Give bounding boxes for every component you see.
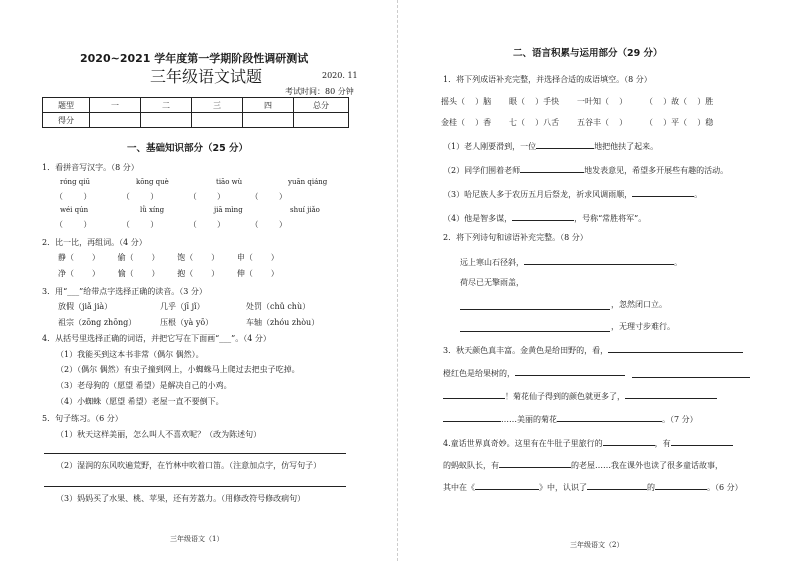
compare-item: 饱（ (177, 253, 194, 262)
q4-text: 。（6 分） (707, 483, 743, 492)
compare-item: ） (91, 269, 100, 278)
idiom-part: 一叶知（ (576, 97, 609, 106)
compare-row[interactable] (58, 268, 279, 279)
score-header-cell: 四 (243, 98, 294, 113)
blank[interactable] (671, 436, 733, 446)
compare-item: ） (211, 253, 220, 262)
q3-line[interactable] (443, 389, 717, 402)
answer-line[interactable] (44, 486, 346, 487)
idiom-part: ）胜 (697, 97, 714, 106)
blank[interactable] (625, 389, 717, 399)
answer-line[interactable] (632, 377, 750, 378)
fill-item[interactable] (443, 163, 728, 176)
idiom-row[interactable] (441, 96, 713, 107)
q4-line[interactable] (443, 480, 743, 493)
compare-item: ） (151, 269, 160, 278)
q4-line[interactable] (443, 458, 723, 471)
score-blank-cell[interactable] (141, 113, 192, 128)
score-header-cell: 一 (90, 98, 141, 113)
idiom-part: ）脑 (475, 97, 492, 106)
score-header-cell: 总分 (294, 98, 349, 113)
compare-item: ） (270, 269, 279, 278)
compare-item: 偷（ (117, 253, 134, 262)
score-header-cell: 二 (141, 98, 192, 113)
question-2: 2．比一比，再组词。（4 分） (42, 238, 147, 247)
question-1: 1．看拼音写汉字。（8 分） (42, 163, 139, 172)
compare-item: 静（ (58, 253, 74, 262)
compare-item: ） (270, 253, 279, 262)
poem-text: 。 (674, 258, 682, 267)
exam-date: 2020. 11 (322, 71, 358, 80)
idiom-part: 五谷丰（ (576, 118, 609, 127)
idiom-part: ）香 (475, 118, 492, 127)
idiom-part: 七（ (508, 118, 525, 127)
blank[interactable] (524, 255, 674, 265)
q3-text: ……美丽的菊花 (501, 415, 557, 424)
right-page (397, 0, 794, 561)
q3-line[interactable] (443, 366, 625, 379)
word-choice-item[interactable]: （3）老母狗的（愿望 希望）是解决自己的小鸡。 (56, 381, 232, 390)
pinyin: lǜ xíng (140, 206, 165, 214)
blank[interactable] (632, 187, 694, 197)
pronunciation-item[interactable]: 放假（jiǎ jià） (58, 302, 113, 311)
question-3[interactable] (443, 343, 743, 356)
score-blank-cell[interactable] (294, 113, 349, 128)
idiom-part: ）故（ (663, 97, 688, 106)
fill-item[interactable] (443, 211, 646, 224)
q4-text: ，有 (654, 439, 671, 448)
fill-text: 。 (694, 190, 703, 199)
q4-text: 4.童话世界真奇妙。这里有在牛肚子里旅行的 (443, 439, 603, 448)
fill-text: （2）同学们围着老师 (443, 166, 521, 175)
exam-time: 考试时间：80 分钟 (285, 87, 354, 96)
question-1: 1．将下列成语补充完整，并选择合适的成语填空。（8 分） (443, 75, 652, 84)
fill-item[interactable] (443, 187, 702, 200)
q3-text: 橙红色是给果树的， (443, 369, 515, 378)
idiom-part: ）八舌 (535, 118, 560, 127)
poem-line: ，无理寸步难行。 (611, 322, 675, 331)
blank[interactable] (536, 139, 594, 149)
fill-text: ，号称“常胜将军”。 (574, 214, 647, 223)
score-row-label: 得分 (43, 113, 90, 128)
blank[interactable] (520, 163, 584, 173)
idiom-part: 摇头（ (441, 97, 465, 106)
idiom-part: 眼（ (508, 97, 525, 106)
question-4: 4．从括号里选择正确的词语，并把它写在下面画“___”。（4 分） (42, 334, 271, 343)
compare-item: ） (91, 253, 100, 262)
fill-text: （4）他是智多谋， (443, 214, 513, 223)
compare-item: ） (151, 253, 160, 262)
pinyin: jiā mìng (214, 206, 243, 214)
pinyin: róng qiū (60, 178, 91, 186)
idiom-part: ）手快 (535, 97, 560, 106)
blank[interactable] (557, 412, 662, 422)
q4-text: 的蚂蚁队长，有 (443, 461, 499, 470)
fill-text: 地发表意见，希望多开展些有趣的活动。 (584, 166, 729, 175)
compare-row[interactable] (58, 252, 279, 263)
pinyin: kōng què (136, 178, 169, 186)
blank[interactable] (608, 343, 743, 353)
q4-text: 的老屋……我在课外也读了很多童话故事， (571, 461, 723, 470)
sentence-item: （1）秋天这样美丽，怎么叫人不喜欢呢？（改为陈述句） (56, 430, 262, 439)
compare-item: 伸（ (236, 269, 253, 278)
idiom-part: ） (619, 118, 628, 127)
fill-item[interactable] (443, 139, 658, 152)
score-blank-cell[interactable] (243, 113, 294, 128)
score-blank-cell[interactable] (192, 113, 243, 128)
answer-paren-row[interactable]: （ ） （ ） （ ） （ ） (55, 220, 287, 229)
q3-line[interactable] (443, 412, 698, 425)
exam-subtitle: 三年级语文试题 (150, 67, 263, 86)
compare-item: 愉（ (117, 269, 134, 278)
q4-text: 》中，认识了 (539, 483, 587, 492)
fill-text: 地把他扶了起来。 (594, 142, 659, 151)
word-choice-item[interactable]: （4）小蜘蛛（愿望 希望）老屋一直不要倒下。 (56, 397, 224, 406)
q4-text: 其中在《 (443, 483, 475, 492)
question-2: 2．将下列诗句和谚语补充完整。（8 分） (443, 233, 588, 242)
answer-line[interactable] (460, 331, 610, 332)
poem-line[interactable] (460, 255, 682, 268)
pronunciation-item[interactable]: 祖宗（zōng zhōng） (58, 318, 137, 327)
blank[interactable] (443, 389, 505, 399)
compare-item: 申（ (236, 253, 253, 262)
idiom-part: （ (644, 97, 653, 106)
compare-item: 净（ (58, 269, 74, 278)
idiom-part: 金桂（ (441, 118, 465, 127)
question-4[interactable] (443, 436, 733, 449)
score-table (42, 97, 349, 128)
fill-text: （1）老人刚要滑到，一位 (443, 142, 537, 151)
section-1-heading: 一、基础知识部分（25 分） (127, 143, 249, 154)
exam-title: 2020~2021 学年度第一学期阶段性调研测试 (80, 52, 309, 65)
pinyin: yuān qiáng (288, 178, 328, 186)
answer-line[interactable] (44, 453, 346, 454)
poem-line: 荷尽已无擎雨盖， (460, 278, 524, 287)
pinyin: shuí jiǎo (290, 206, 320, 214)
question-5: 5．句子练习。（6 分） (42, 414, 123, 423)
pronunciation-item[interactable]: 处罚（chǔ chù） (246, 302, 311, 311)
word-choice-item[interactable]: （1）我能买到这本书非常（偶尔 偶然）。 (56, 350, 204, 359)
q3-text: ！菊花仙子得到的颜色就更多了， (505, 392, 625, 401)
page-footer: 三年级语文（1） (170, 535, 224, 543)
sentence-item: （3）妈妈买了水果、桃、苹果，还有芳荔力。（用修改符号修改病句） (56, 494, 306, 503)
compare-item: ） (211, 269, 220, 278)
blank[interactable] (443, 412, 501, 422)
idiom-part: ）稳 (697, 118, 714, 127)
blank[interactable] (603, 436, 655, 446)
pronunciation-item[interactable]: 车轴（zhóu zhòu） (246, 318, 320, 327)
pronunciation-item[interactable]: 几乎（jī jǐ） (160, 302, 205, 311)
idiom-part: （ (644, 118, 653, 127)
sentence-item: （2）湿润的东风吹遍荒野，在竹林中吹着口笛。（注意加点字，仿写句子） (56, 461, 322, 470)
compare-item: 抱（ (177, 269, 194, 278)
page-footer: 三年级语文（2） (570, 541, 624, 549)
idiom-part: ） (619, 97, 628, 106)
pronunciation-item[interactable]: 压根（yà yō） (160, 318, 214, 327)
word-choice-item[interactable]: （2）（偶尔 偶然）有虫子撞到网上，小蜘蛛马上爬过去把虫子吃掉。 (56, 365, 300, 374)
score-blank-cell[interactable] (90, 113, 141, 128)
pinyin: wéi qún (60, 206, 89, 214)
blank[interactable] (587, 480, 647, 490)
answer-paren-row[interactable]: （ ） （ ） （ ） （ ） (55, 192, 287, 201)
answer-line[interactable] (460, 309, 610, 310)
idiom-part: ）平（ (663, 118, 688, 127)
poem-line: ，忽然闭口立。 (611, 300, 667, 309)
q3-text: 3．秋天颜色真丰富。金黄色是给田野的，看， (443, 346, 609, 355)
blank[interactable] (655, 480, 707, 490)
pinyin: tiāo wù (216, 178, 243, 186)
q3-text: 。（7 分） (662, 415, 698, 424)
section-2-heading: 二、语言积累与运用部分（29 分） (513, 48, 663, 59)
fill-text: （3）哈尼族人多于农历五月后祭龙，祈求风调雨顺， (443, 190, 633, 199)
score-header-cell: 三 (192, 98, 243, 113)
score-header-cell: 题型 (43, 98, 90, 113)
poem-text: 远上寒山石径斜， (460, 258, 524, 267)
blank[interactable] (475, 480, 539, 490)
blank[interactable] (512, 211, 574, 221)
q4-text: 的 (647, 483, 655, 492)
blank[interactable] (499, 458, 571, 468)
question-3: 3．用“___”给带点字选择正确的读音。（3 分） (42, 287, 207, 296)
idiom-row[interactable] (441, 117, 713, 128)
blank[interactable] (515, 366, 625, 376)
